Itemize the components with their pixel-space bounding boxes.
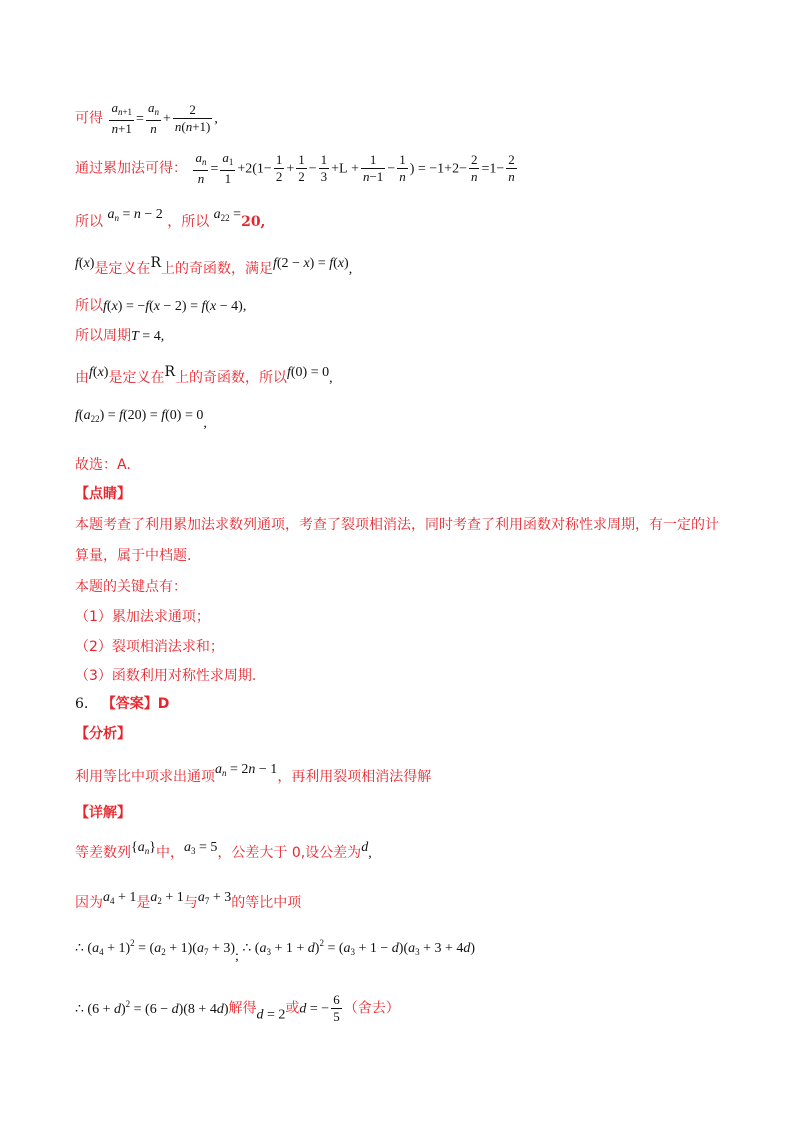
text: ，所以 [167,214,210,230]
paragraph: 算量，属于中档题. [75,548,192,564]
section-heading: 【分析】 [75,726,131,742]
line-4: f(x)是定义在R上的奇函数，满足f(2 − x) = f(x), [75,255,353,277]
text: 中， [155,845,184,861]
line-19: 利用等比中项求出通项$a_n = 2n - 1$，再利用裂项相消法得解 [75,762,432,785]
answer-label: 【答案】D [101,696,170,712]
line-24: ∴ $(6 + d)^2 = (6 - d)(8 + 4d)$解得d = 2或d = − $\frac{6}{5}$ （舍去） [75,992,400,1024]
text: 是定义在 [108,370,165,386]
text: 与 [183,895,198,911]
line-5: 所以f(x) = −f(x − 2) = f(x − 4), [75,298,247,314]
line-1: 可得 $\frac{a_{n+1}}{n+1}$ = $\frac{a_n}{n}$ + $\frac{2}{n(n+1)}$ , [75,100,218,136]
line-6: 所以周期T = 4, [75,328,165,344]
text: 因为 [75,895,103,911]
text: 是 [136,895,151,911]
line-2: 通过累加法可得： $\frac{a_n}{n}$ = $\frac{a_1}{1}$ +2(1− $\frac{1}{2}$ + $\frac{1}{2}$ − $\frac{1}{3}$ +L + $\frac{1}{n-1}$ − $\frac{1}{n}$ ) = −1+2− $\frac{2}{n}$ =1− $\frac{2}{n}$ [75,150,515,186]
text: ，再利用裂项相消法得解 [277,769,432,785]
line-22: 因为$a_4 + 1$是$a_2 + 1$与$a_7 + 3$的等比中项 [75,890,302,911]
text: 由 [75,370,89,386]
text: 解得 [228,1000,257,1017]
line-7: 由f(x)是定义在R上的奇函数，所以f(0) = 0, [75,364,333,386]
paragraph: 本题考查了利用累加法求数列通项，考查了裂项相消法，同时考查了利用函数对称性求周期，有一定的计 [75,517,719,533]
text: 所以周期 [75,328,131,344]
question-number: 6. [75,696,89,712]
section-heading: 【点睛】 [75,486,131,502]
list-item: （1）累加法求通项； [75,609,210,625]
text: 20, [241,214,266,230]
line-8: $f(a_{22}) = f(20) = f(0) = 0$, [75,408,207,431]
list-item: （3）函数利用对称性求周期. [75,668,257,684]
text: 通过累加法可得： [75,160,187,177]
formula: $\frac{a_{n+1}}{n+1}$ [111,100,133,136]
line-23: ∴ $(a_4 + 1)^2 = (a_2 + 1)(a_7 + 3)$; ∴ $(a_3 + 1 + d)^2 = (a_3 + 1 - d)(a_3 + 3 + 4d)$ [75,938,476,964]
text: 上的奇函数，所以 [175,370,287,386]
text: 的等比中项 [231,895,302,911]
text: 或 [285,1000,300,1017]
text: 利用等比中项求出通项 [75,769,215,785]
text: R [150,255,161,271]
text: ，公差大于 0,设公差为 [217,845,362,861]
line-9: 故选：A. [75,457,131,473]
paragraph: 本题的关键点有： [75,579,187,595]
text: 可得 [75,110,103,127]
line-21: 等差数列$\{a_n\}$中，$a_3 = 5$，公差大于 0,设公差为d, [75,840,372,861]
text: （舍去） [343,1000,400,1017]
text: R [164,364,175,380]
text: 是定义在 [94,261,151,277]
text: 上的奇函数，满足 [161,261,273,277]
question-6-answer [75,694,169,714]
text: 所以 [75,214,103,230]
list-item: （2）裂项相消法求和； [75,639,224,655]
text: 等差数列 [75,845,131,861]
text: 所以 [75,298,103,314]
section-heading: 【详解】 [75,805,131,821]
line-3: 所以 $a_n = n - 2$ ，所以 $a_{22} =20$, [75,207,266,230]
